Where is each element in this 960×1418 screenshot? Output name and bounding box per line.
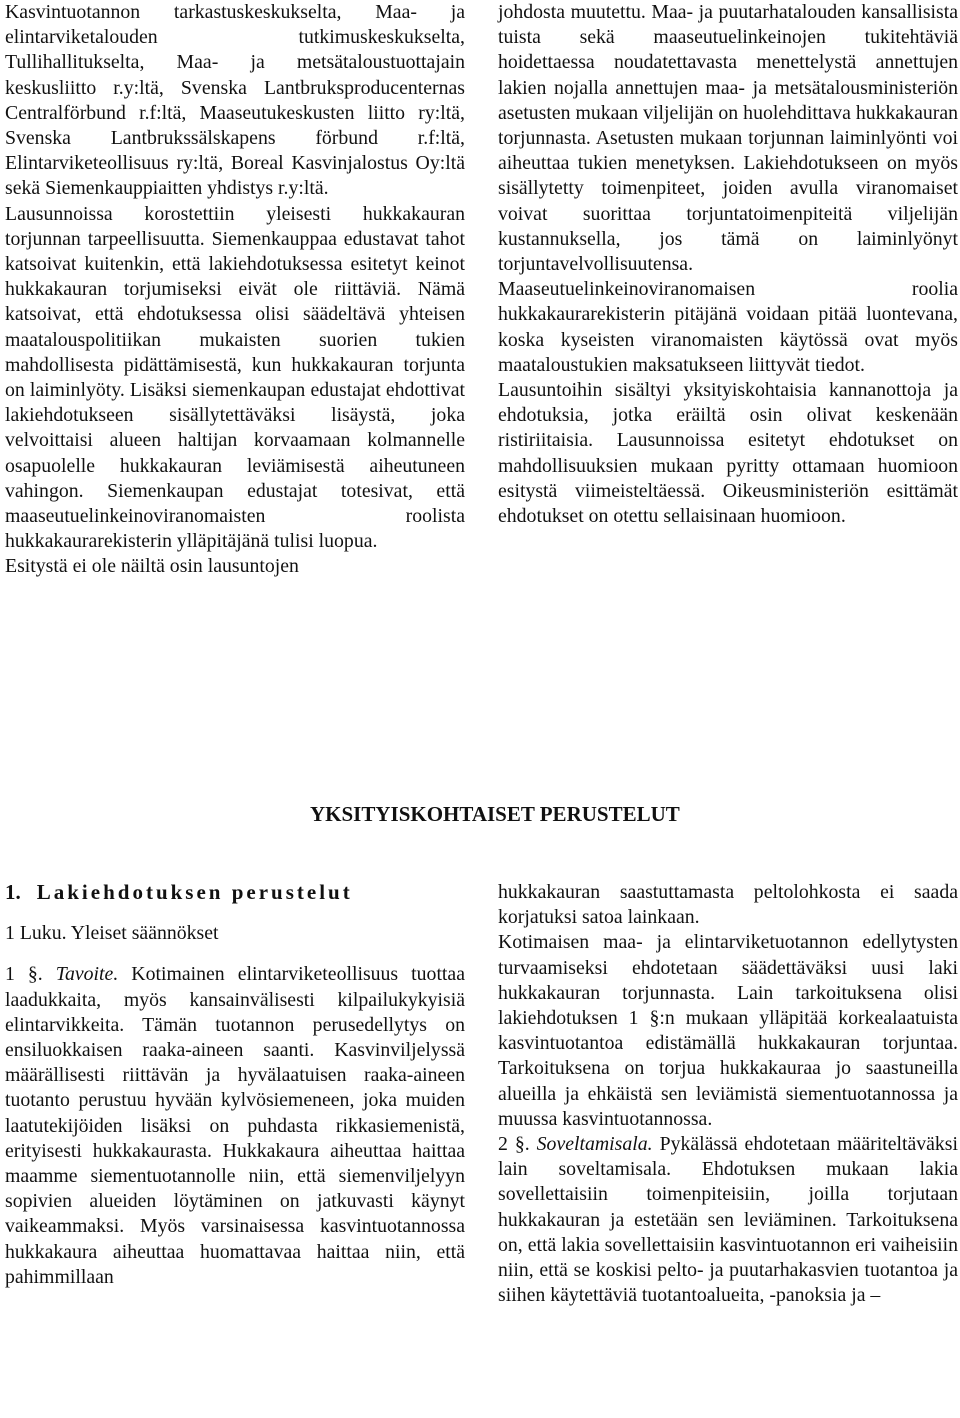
- bottom-right-column: [498, 880, 958, 1308]
- section-heading: YKSITYISKOHTAISET PERUSTELUT: [310, 802, 680, 826]
- paragraph: Kasvintuotannon tarkastuskeskukselta, Maa- ja elintarviketalouden tutkimuskeskukselta, Tullihallitukselta, Maa- ja metsätaloustuottajain keskusliitto r.y:ltä, Svenska Lantbruksproducenternas Centralförbund r.f:ltä, Maaseutukeskusten liitto ry:ltä, Svenska Lantbrukssälskapens förbund r.f:ltä, Elintarviketeollisuus ry:ltä, Boreal Kasvinjalostus Oy:ltä sekä Siemenkauppiaitten yhdistys r.y:ltä.: [5, 1, 465, 200]
- top-right-column: [498, 0, 958, 529]
- paragraph: Maaseutuelinkeinoviranomaisen roolia hukkakaurarekisterin pitäjänä voidaan pitää luontevana, koska kyseisten viranomaisten käytössä ovat myös maataloustukien maksatukseen liittyvät tiedot.: [498, 278, 958, 376]
- chapter-title: Lakiehdotuksen perustelut: [36, 880, 353, 904]
- section-text: Pykälässä ehdotetaan määriteltäväksi lain soveltamisala. Ehdotuksen mukaan lakia sovellettaisiin toimenpiteisiin, joilla torjutaan hukkakauran ja estetään sen leviäminen. Tarkoituksena on, että lakia sovellettaisiin kasvintuotannon eri vaiheisiin niin, että se koskisi pelto- ja puutarhakasvien tuotantoa ja siihen käytettäviä tuotantoalueita, -panoksia ja –: [498, 1133, 958, 1307]
- bottom-left-column: [5, 880, 465, 1290]
- top-left-column: [5, 0, 465, 580]
- paragraph: Kotimaisen maa- ja elintarviketuotannon edellytysten turvaamiseksi ehdotetaan säädettäväksi uusi laki hukkakauran torjunnasta. Lain tarkoituksena olisi lakiehdotuksen 1 §:n mukaan ylläpitää korkealaatuista kasvintuotantoa edistämällä hukkakauran torjuntaa. Tarkoituksena on torjua hukkakauraa jo saastuneilla alueilla ja ehkäistä sen leviämistä siementuotannossa ja muussa kasvintuotannossa.: [498, 931, 958, 1130]
- section-title: Tavoite.: [55, 963, 119, 986]
- paragraph: hukkakauran saastuttamasta peltolohkosta ei saada korjatuksi satoa lainkaan.: [498, 881, 958, 929]
- paragraph: Lausuntoihin sisältyi yksityiskohtaisia kannanottoja ja ehdotuksia, jotka eräiltä osin olivat keskenään ristiriitaisia. Lausunnoissa esitetyt ehdotukset on mahdollisuuksien mukaan pyritty ottamaan huomioon esitystä viimeisteltäessä. Oikeusministeriön esittämät ehdotukset on otettu sellaisinaan huomioon.: [498, 379, 958, 528]
- section-number: 1 §.: [5, 963, 43, 986]
- section-paragraph: [5, 962, 465, 1290]
- section-text: Kotimainen elintarviketeollisuus tuottaa laadukkaita, myös kansainvälisesti kilpailukykyisiä elintarvikkeita. Tämän tuotannon perusedellytys on ensiluokkaisen raaka-aineen saanti. Kasvinviljelyssä määrällisesti riittävän ja hyvälaatuisen raaka-aineen tuotanto perustuu hyvään kylvösiemeneen, joka muiden laatutekijöiden lisäksi on puhdasta rikkasiemenistä, erityisesti hukkakaurasta. Hukkakaura aiheuttaa haittaa maamme siementuotannolle niin, että siemenviljelyyn sopivien alueiden löytäminen on jatkuvasti käynyt vaikeammaksi. Myös varsinaisessa kasvintuotannossa hukkakaura aiheuttaa huomattavaa haittaa niin, että pahimmillaan: [5, 963, 465, 1288]
- luku-heading: 1 Luku. Yleiset säännökset: [5, 922, 219, 945]
- chapter-heading: [5, 880, 465, 905]
- section-title: Soveltamisala.: [536, 1133, 653, 1156]
- paragraph: Lausunnoissa korostettiin yleisesti hukkakauran torjunnan tarpeellisuutta. Siemenkauppaa edustavat tahot katsoivat kuitenkin, että lakiehdotuksessa esitetyt keinot hukkakauran torjumiseksi eivät ole riittäviä. Nämä katsoivat, että ehdotuksessa olisi säädeltävä yhteisen maatalouspolitiikan mukaisten suorien tukien mahdollisesta pidättämisestä, kun hukkakauran torjunta on laiminlyöty. Lisäksi siemenkaupan edustajat ehdottivat lakiehdotukseen sisällytettäväksi lisäystä, joka velvoittaisi alueen haltijan korvaamaan kolmannelle osapuolelle hukkakauran leviämisestä aiheutuneen vahingon. Siemenkaupan edustajat totesivat, että maaseutuelinkeinoviranomaisten roolista hukkakaurarekisterin ylläpitäjänä tulisi luopua.: [5, 202, 465, 553]
- section-number: 2 §.: [498, 1133, 530, 1156]
- chapter-number: 1.: [5, 880, 21, 904]
- section-paragraph: [498, 1132, 958, 1308]
- paragraph: Esitystä ei ole näiltä osin lausuntojen: [5, 555, 299, 578]
- paragraph: johdosta muutettu. Maa- ja puutarhatalouden kansallisista tuista sekä maaseutuelinkeinojen tukitehtäviä hoidettaessa noudatettavasta menettelystä annettujen lakien nojalla annettujen maa- ja metsätalousministeriön asetusten mukaan viljelijän on huolehdittava hukkakauran torjunnasta. Asetusten mukaan torjunnan laiminlyönti voi aiheuttaa tukien menetyksen. Lakiehdotukseen on myös sisällytetty toimenpiteet, joiden avulla viranomaiset voivat suorittaa torjuntatoimenpiteitä viljelijän kustannuksella, jos tämä on laiminlyönyt torjuntavelvollisuutensa.: [498, 1, 958, 276]
